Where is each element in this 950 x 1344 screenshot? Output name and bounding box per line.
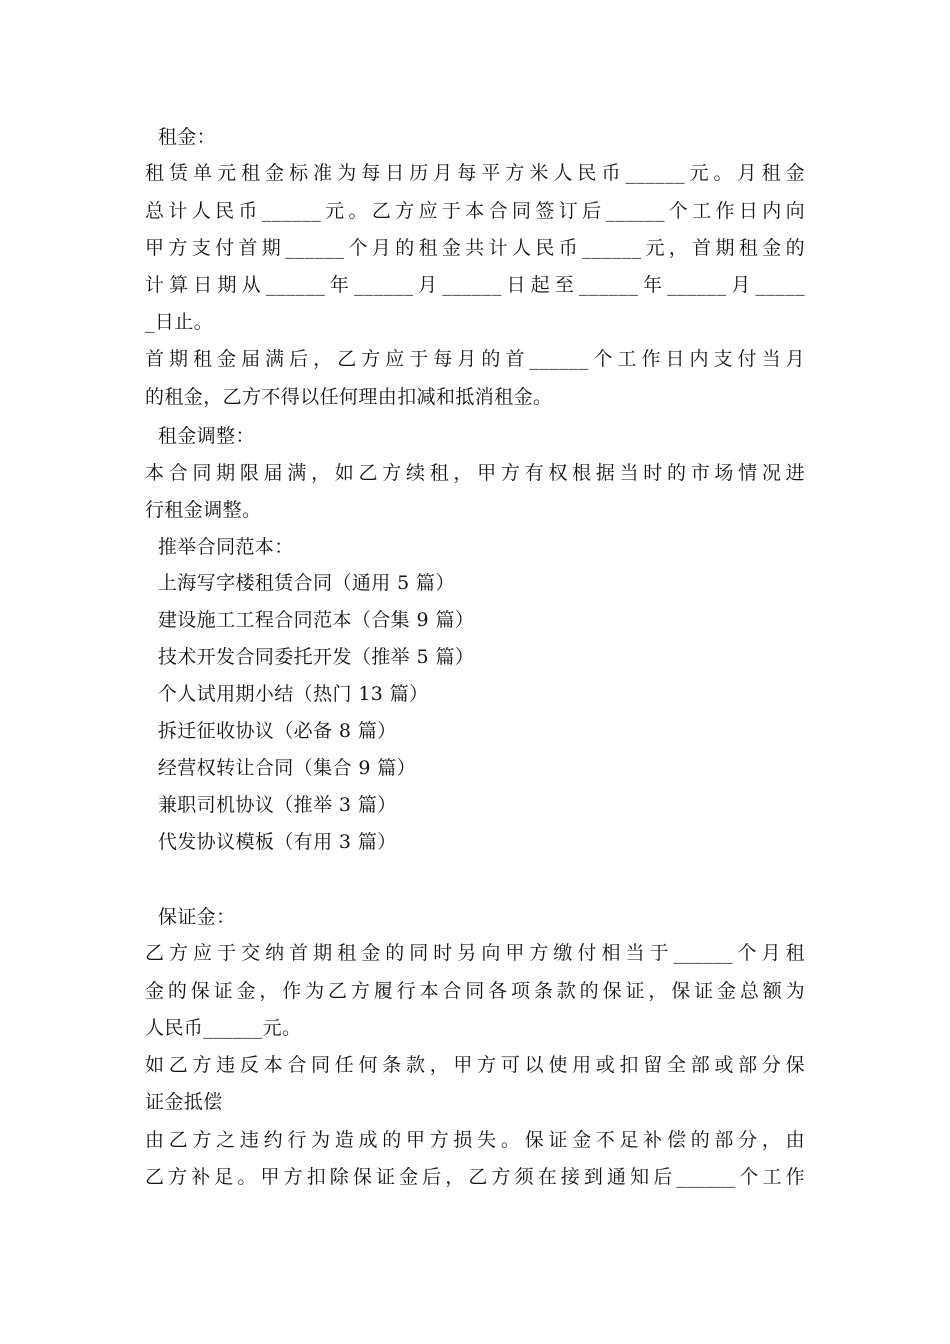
heading-recommended-templates: 推举合同范本： (145, 536, 294, 558)
template-list-item: 经营权转让合同（集合 9 篇） (145, 757, 417, 779)
template-list-item: 拆迁征收协议（必备 8 篇） (145, 720, 397, 742)
paragraph-line: 总计人民币______元。乙方应于本合同签订后______个工作日内向 (145, 200, 805, 222)
paragraph-line: 本合同期限届满，如乙方续租，甲方有权根据当时的市场情况进 (145, 462, 805, 484)
template-list-item: 代发协议模板（有用 3 篇） (145, 831, 397, 853)
paragraph-line: 乙方应于交纳首期租金的同时另向甲方缴付相当于______个月租 (145, 942, 805, 964)
paragraph-line: _日止。 (145, 311, 214, 333)
heading-rent: 租金： (145, 126, 217, 148)
template-list-item: 上海写字楼租赁合同（通用 5 篇） (145, 572, 455, 594)
paragraph-line: 计算日期从______年______月______日起至______年______月_____ (145, 274, 805, 296)
paragraph-line: 由乙方之违约行为造成的甲方损失。保证金不足补偿的部分，由 (145, 1129, 805, 1151)
paragraph-line: 甲方支付首期______个月的租金共计人民币______元，首期租金的 (145, 237, 805, 259)
template-list-item: 个人试用期小结（热门 13 篇） (145, 683, 429, 705)
paragraph-line: 金的保证金，作为乙方履行本合同各项条款的保证，保证金总额为 (145, 980, 805, 1002)
paragraph-line: 首期租金届满后，乙方应于每月的首______个工作日内支付当月 (145, 348, 805, 370)
template-list-item: 兼职司机协议（推举 3 篇） (145, 794, 397, 816)
paragraph-line: 乙方补足。甲方扣除保证金后，乙方须在接到通知后______个工作 (145, 1166, 805, 1188)
paragraph-line: 如乙方违反本合同任何条款，甲方可以使用或扣留全部或部分保 (145, 1054, 805, 1076)
paragraph-line: 行租金调整。 (145, 499, 262, 521)
template-list-item: 建设施工工程合同范本（合集 9 篇） (145, 609, 475, 631)
heading-deposit: 保证金： (145, 906, 236, 928)
paragraph-line: 证金抵偿 (145, 1091, 223, 1113)
paragraph-line: 人民币______元。 (145, 1017, 302, 1039)
paragraph-line: 的租金，乙方不得以任何理由扣减和抵消租金。 (145, 386, 553, 408)
paragraph-line: 租赁单元租金标准为每日历月每平方米人民币______元。月租金 (145, 162, 805, 184)
template-list-item: 技术开发合同委托开发（推举 5 篇） (145, 646, 475, 668)
heading-rent-adjustment: 租金调整： (145, 425, 255, 447)
